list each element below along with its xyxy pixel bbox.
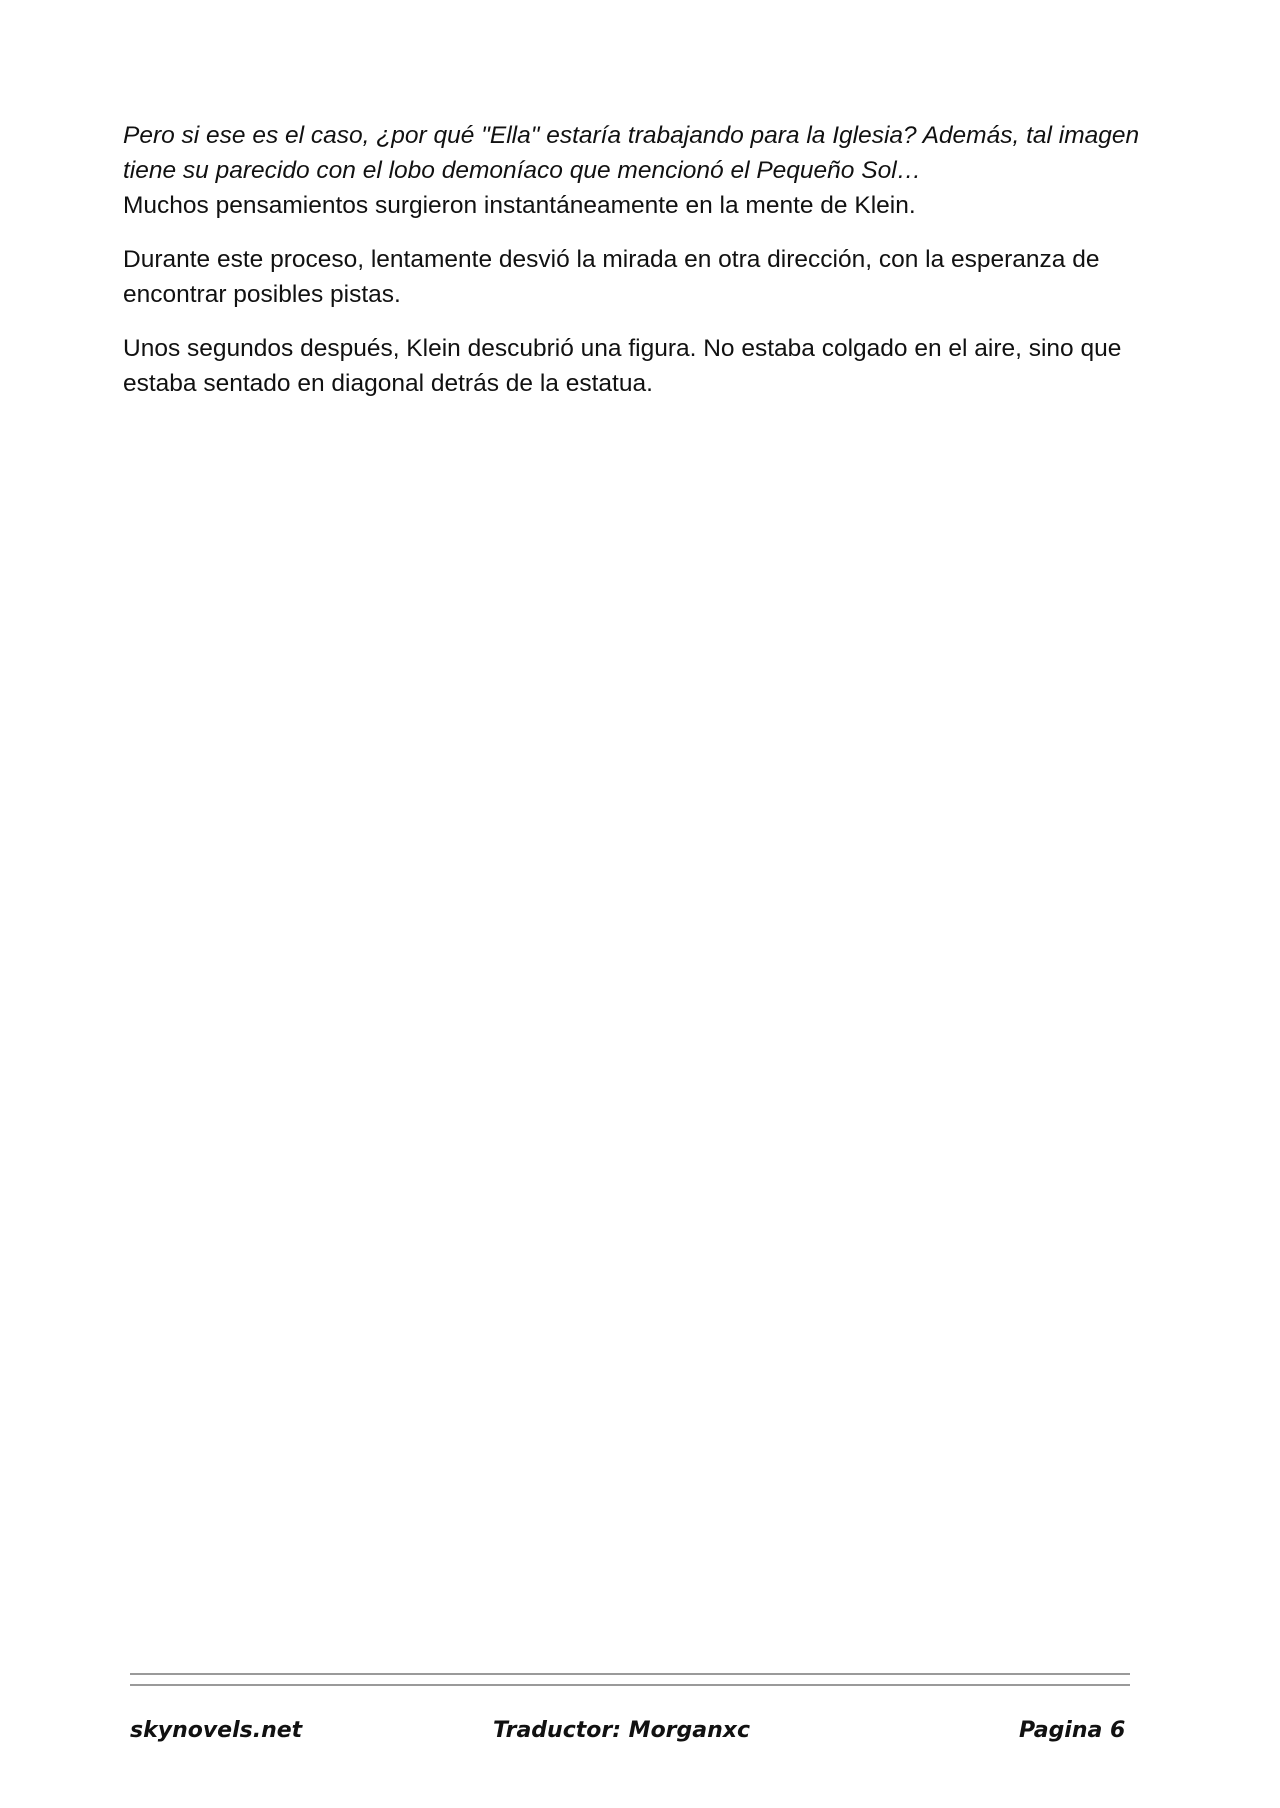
paragraph-2: Durante este proceso, lentamente desvió la mirada en otra dirección, con la esperanza de encontrar posibles pistas.: [123, 246, 1100, 308]
footer-page-number: Pagina 6: [1019, 1718, 1126, 1743]
paragraph-1-text: Muchos pensamientos surgieron instantáneamente en la mente de Klein.: [123, 192, 916, 219]
footer-divider-top: [130, 1673, 1130, 1675]
page-body: [123, 118, 1163, 420]
paragraph-3: Unos segundos después, Klein descubrió una figura. No estaba colgado en el aire, sino que estaba sentado en diagonal detrás de la estatua.: [123, 335, 1122, 397]
paragraph-1: [123, 118, 1163, 223]
italic-thought: Pero si ese es el caso, ¿por qué "Ella" estaría trabajando para la Iglesia? Además, tal imagen tiene su parecido con el lobo demoníaco que mencionó el Pequeño Sol…: [123, 122, 1140, 184]
footer-site: skynovels.net: [130, 1718, 303, 1743]
footer-translator: Traductor: Morganxc: [493, 1718, 751, 1743]
footer-divider-bottom: [130, 1684, 1130, 1686]
